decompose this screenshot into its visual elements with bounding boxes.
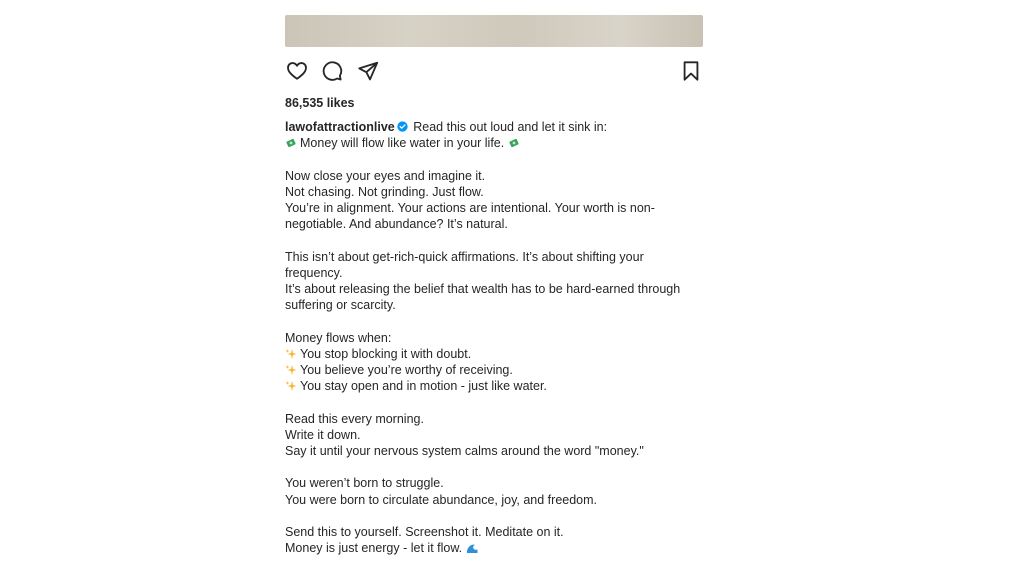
caption-line: It’s about releasing the belief that wealth has to be hard-earned through xyxy=(285,282,681,296)
list-item-text: You stay open and in motion - just like water. xyxy=(300,379,547,394)
caption-line: suffering or scarcity. xyxy=(285,298,396,313)
paragraph-gap xyxy=(285,232,695,248)
sparkles-icon xyxy=(285,364,297,376)
list-item-text: You stop blocking it with doubt. xyxy=(300,346,472,361)
post-username[interactable]: lawofattractionlive xyxy=(285,120,395,134)
sparkles-icon xyxy=(285,380,297,392)
caption-last-text: Money is just energy - let it flow. xyxy=(285,541,463,556)
heart-icon xyxy=(286,60,308,82)
caption-line: Money flows when: xyxy=(285,330,392,345)
caption-line: Now close your eyes and imagine it. xyxy=(285,168,486,183)
paragraph-gap xyxy=(285,313,695,329)
likes-count[interactable]: 86,535 likes xyxy=(285,96,355,110)
water-wave-icon xyxy=(466,542,478,554)
comment-icon xyxy=(321,60,343,82)
paragraph-gap xyxy=(285,394,695,410)
caption-list-item xyxy=(285,378,695,394)
caption-list-item xyxy=(285,362,695,378)
caption-intro-line xyxy=(285,119,695,135)
caption-line: frequency. xyxy=(285,265,343,280)
caption-line: You were born to circulate abundance, joy, and freedom. xyxy=(285,492,598,507)
money-line-text: Money will flow like water in your life. xyxy=(300,136,505,151)
verified-badge-icon xyxy=(397,121,408,132)
comment-button[interactable] xyxy=(320,59,344,83)
caption-line: Read this every morning. xyxy=(285,411,424,426)
caption-money-line xyxy=(285,135,695,151)
caption-line: You’re in alignment. Your actions are intentional. Your worth is non- xyxy=(285,201,655,215)
paragraph-gap xyxy=(285,508,695,524)
paragraph-gap xyxy=(285,459,695,475)
list-item-text: You believe you’re worthy of receiving. xyxy=(300,363,513,377)
post-caption xyxy=(285,119,695,556)
caption-intro-text: Read this out loud and let it sink in: xyxy=(413,120,608,134)
paragraph-gap xyxy=(285,151,695,167)
caption-line: This isn’t about get-rich-quick affirmations. It’s about shifting your xyxy=(285,249,644,264)
caption-line: Write it down. xyxy=(285,427,361,442)
bookmark-icon xyxy=(680,60,702,82)
like-button[interactable] xyxy=(285,59,309,83)
caption-line: Say it until your nervous system calms around the word "money." xyxy=(285,444,644,458)
sparkles-icon xyxy=(285,348,297,360)
money-with-wings-icon xyxy=(285,137,297,149)
share-button[interactable] xyxy=(356,59,380,83)
caption-list-item xyxy=(285,346,695,362)
caption-line: You weren’t born to struggle. xyxy=(285,476,444,491)
save-button[interactable] xyxy=(679,59,703,83)
caption-line-last xyxy=(285,540,695,556)
send-icon xyxy=(357,60,379,82)
caption-line: Not chasing. Not grinding. Just flow. xyxy=(285,184,484,199)
instagram-post xyxy=(285,15,703,573)
post-action-bar xyxy=(285,51,703,93)
caption-line: Send this to yourself. Screenshot it. Meditate on it. xyxy=(285,524,564,539)
caption-line: negotiable. And abundance? It’s natural. xyxy=(285,217,508,232)
post-image[interactable] xyxy=(285,15,703,47)
money-with-wings-icon xyxy=(508,137,520,149)
